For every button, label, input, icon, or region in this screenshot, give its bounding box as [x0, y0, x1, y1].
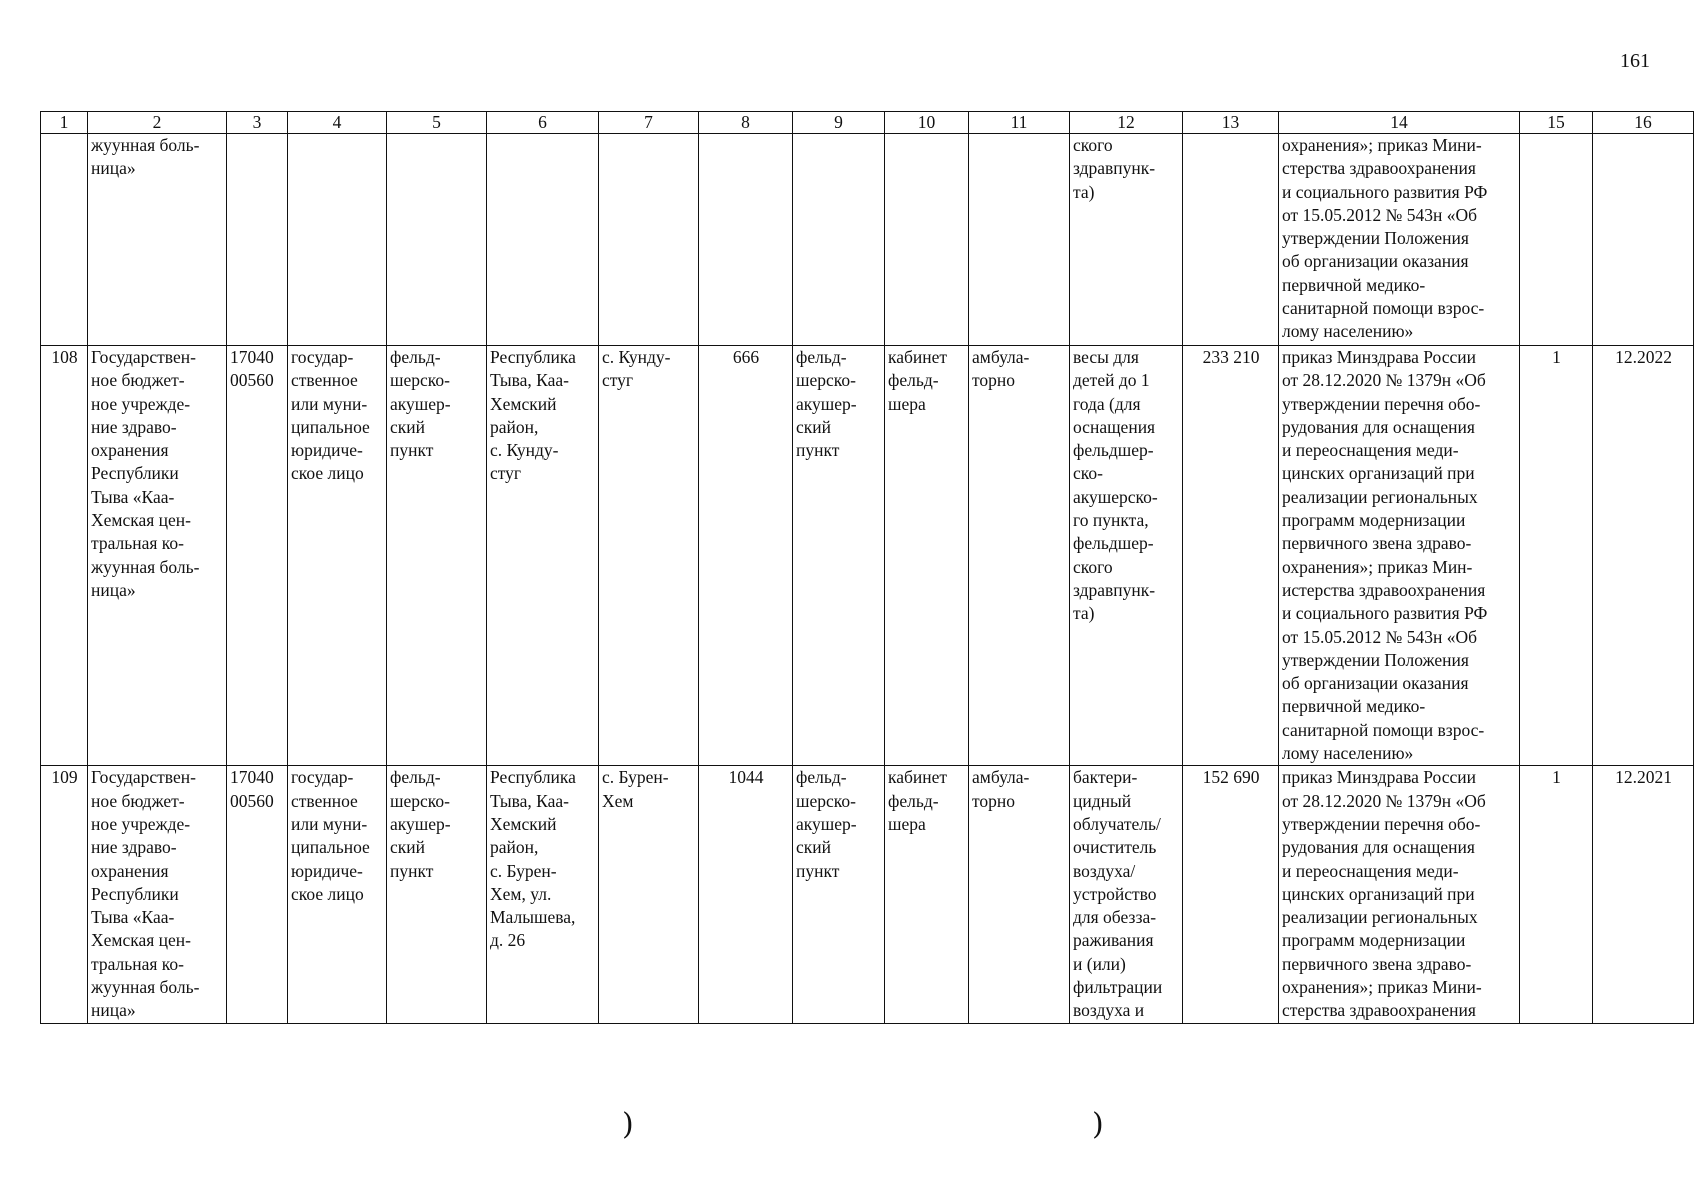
column-header: 2 — [88, 112, 227, 134]
cell-basis: охранения»; приказ Мини- стерства здравоохранения и социального развития РФ от 15.05.2012 № 543н «Об утверждении Положения об организации оказания первичной медико- санитарной помощи взрос- лому населению» — [1279, 134, 1520, 346]
table-row — [41, 134, 1694, 346]
cell-settlement: с. Бурен- Хем — [599, 766, 699, 1023]
register-table — [40, 111, 1694, 1024]
cell-care-condition: амбула- торно — [969, 766, 1070, 1023]
table-row — [41, 346, 1694, 766]
cell-equipment: бактери- цидный облучатель/ очиститель воздуха/ устройство для обезза- раживания и (или) фильтрации воздуха и — [1070, 766, 1183, 1023]
cell-care-condition: амбула- торно — [969, 346, 1070, 766]
cell-population: 1044 — [699, 766, 793, 1023]
cell-equipment: ского здравпунк- та) — [1070, 134, 1183, 346]
column-header: 9 — [793, 112, 885, 134]
cell-organization: Государствен- ное бюджет- ное учрежде- ние здраво- охранения Республики Тыва «Каа- Хемская цен- тральная ко- жуунная боль- ница» — [88, 346, 227, 766]
cell-unit-type: фельд- шерско- акушер- ский пункт — [387, 766, 487, 1023]
cell-settlement — [599, 134, 699, 346]
cell-legal-form: государ- ственное или муни- ципальное юридиче- ское лицо — [288, 346, 387, 766]
cell-cost: 233 210 — [1183, 346, 1279, 766]
table-row — [41, 766, 1694, 1023]
cell-legal-form — [288, 134, 387, 346]
cell-division: фельд- шерско- акушер- ский пункт — [793, 346, 885, 766]
column-header: 1 — [41, 112, 88, 134]
column-header: 12 — [1070, 112, 1183, 134]
cell-date — [1593, 134, 1694, 346]
cell-number: 109 — [41, 766, 88, 1023]
column-header: 15 — [1520, 112, 1593, 134]
column-header: 16 — [1593, 112, 1694, 134]
cell-address: Республика Тыва, Каа- Хемский район, с. Бурен- Хем, ул. Малышева, д. 26 — [487, 766, 599, 1023]
cell-care-condition — [969, 134, 1070, 346]
cell-unit-type — [387, 134, 487, 346]
cell-quantity — [1520, 134, 1593, 346]
cell-date: 12.2021 — [1593, 766, 1694, 1023]
cell-organization: Государствен- ное бюджет- ное учрежде- ние здраво- охранения Республики Тыва «Каа- Хемская цен- тральная ко- жуунная боль- ница» — [88, 766, 227, 1023]
cell-population: 666 — [699, 346, 793, 766]
cell-room — [885, 134, 969, 346]
cell-code: 17040 00560 — [227, 346, 288, 766]
cell-number — [41, 134, 88, 346]
column-header: 10 — [885, 112, 969, 134]
cell-code — [227, 134, 288, 346]
cell-equipment: весы для детей до 1 года (для оснащения фельдшер- ско- акушерско- го пункта, фельдшер- ского здравпунк- та) — [1070, 346, 1183, 766]
column-header: 11 — [969, 112, 1070, 134]
column-number-row — [41, 112, 1694, 134]
cell-room: кабинет фельд- шера — [885, 346, 969, 766]
column-header: 3 — [227, 112, 288, 134]
cell-population — [699, 134, 793, 346]
cell-quantity: 1 — [1520, 346, 1593, 766]
cell-cost — [1183, 134, 1279, 346]
cell-number: 108 — [41, 346, 88, 766]
cell-division — [793, 134, 885, 346]
cell-room: кабинет фельд- шера — [885, 766, 969, 1023]
cell-basis: приказ Минздрава России от 28.12.2020 № 1379н «Об утверждении перечня обо- рудования для оснащения и переоснащения меди- цинских организаций при реализации региональных программ модернизации первичного звена здраво- охранения»; приказ Мин- истерства здравоохранения и социального развития РФ от 15.05.2012 № 543н «Об утверждении Положения об организации оказания первичной медико- санитарной помощи взрос- лому населению» — [1279, 346, 1520, 766]
cell-address: Республика Тыва, Каа- Хемский район, с. Кунду- стуг — [487, 346, 599, 766]
column-header: 13 — [1183, 112, 1279, 134]
column-header: 5 — [387, 112, 487, 134]
cell-date: 12.2022 — [1593, 346, 1694, 766]
cell-organization: жуунная боль- ница» — [88, 134, 227, 346]
cell-cost: 152 690 — [1183, 766, 1279, 1023]
cell-basis: приказ Минздрава России от 28.12.2020 № 1379н «Об утверждении перечня обо- рудования для оснащения и переоснащения меди- цинских организаций при реализации региональных программ модернизации первичного звена здраво- охранения»; приказ Мини- стерства здравоохранения — [1279, 766, 1520, 1023]
cell-address — [487, 134, 599, 346]
column-header: 8 — [699, 112, 793, 134]
column-header: 7 — [599, 112, 699, 134]
cell-legal-form: государ- ственное или муни- ципальное юридиче- ское лицо — [288, 766, 387, 1023]
cell-quantity: 1 — [1520, 766, 1593, 1023]
column-header: 14 — [1279, 112, 1520, 134]
cell-division: фельд- шерско- акушер- ский пункт — [793, 766, 885, 1023]
column-header: 6 — [487, 112, 599, 134]
column-header: 4 — [288, 112, 387, 134]
footer-mark: ) — [622, 1107, 634, 1142]
cell-settlement: с. Кунду- стуг — [599, 346, 699, 766]
footer-mark: ) — [1092, 1107, 1104, 1142]
cell-code: 17040 00560 — [227, 766, 288, 1023]
cell-unit-type: фельд- шерско- акушер- ский пункт — [387, 346, 487, 766]
